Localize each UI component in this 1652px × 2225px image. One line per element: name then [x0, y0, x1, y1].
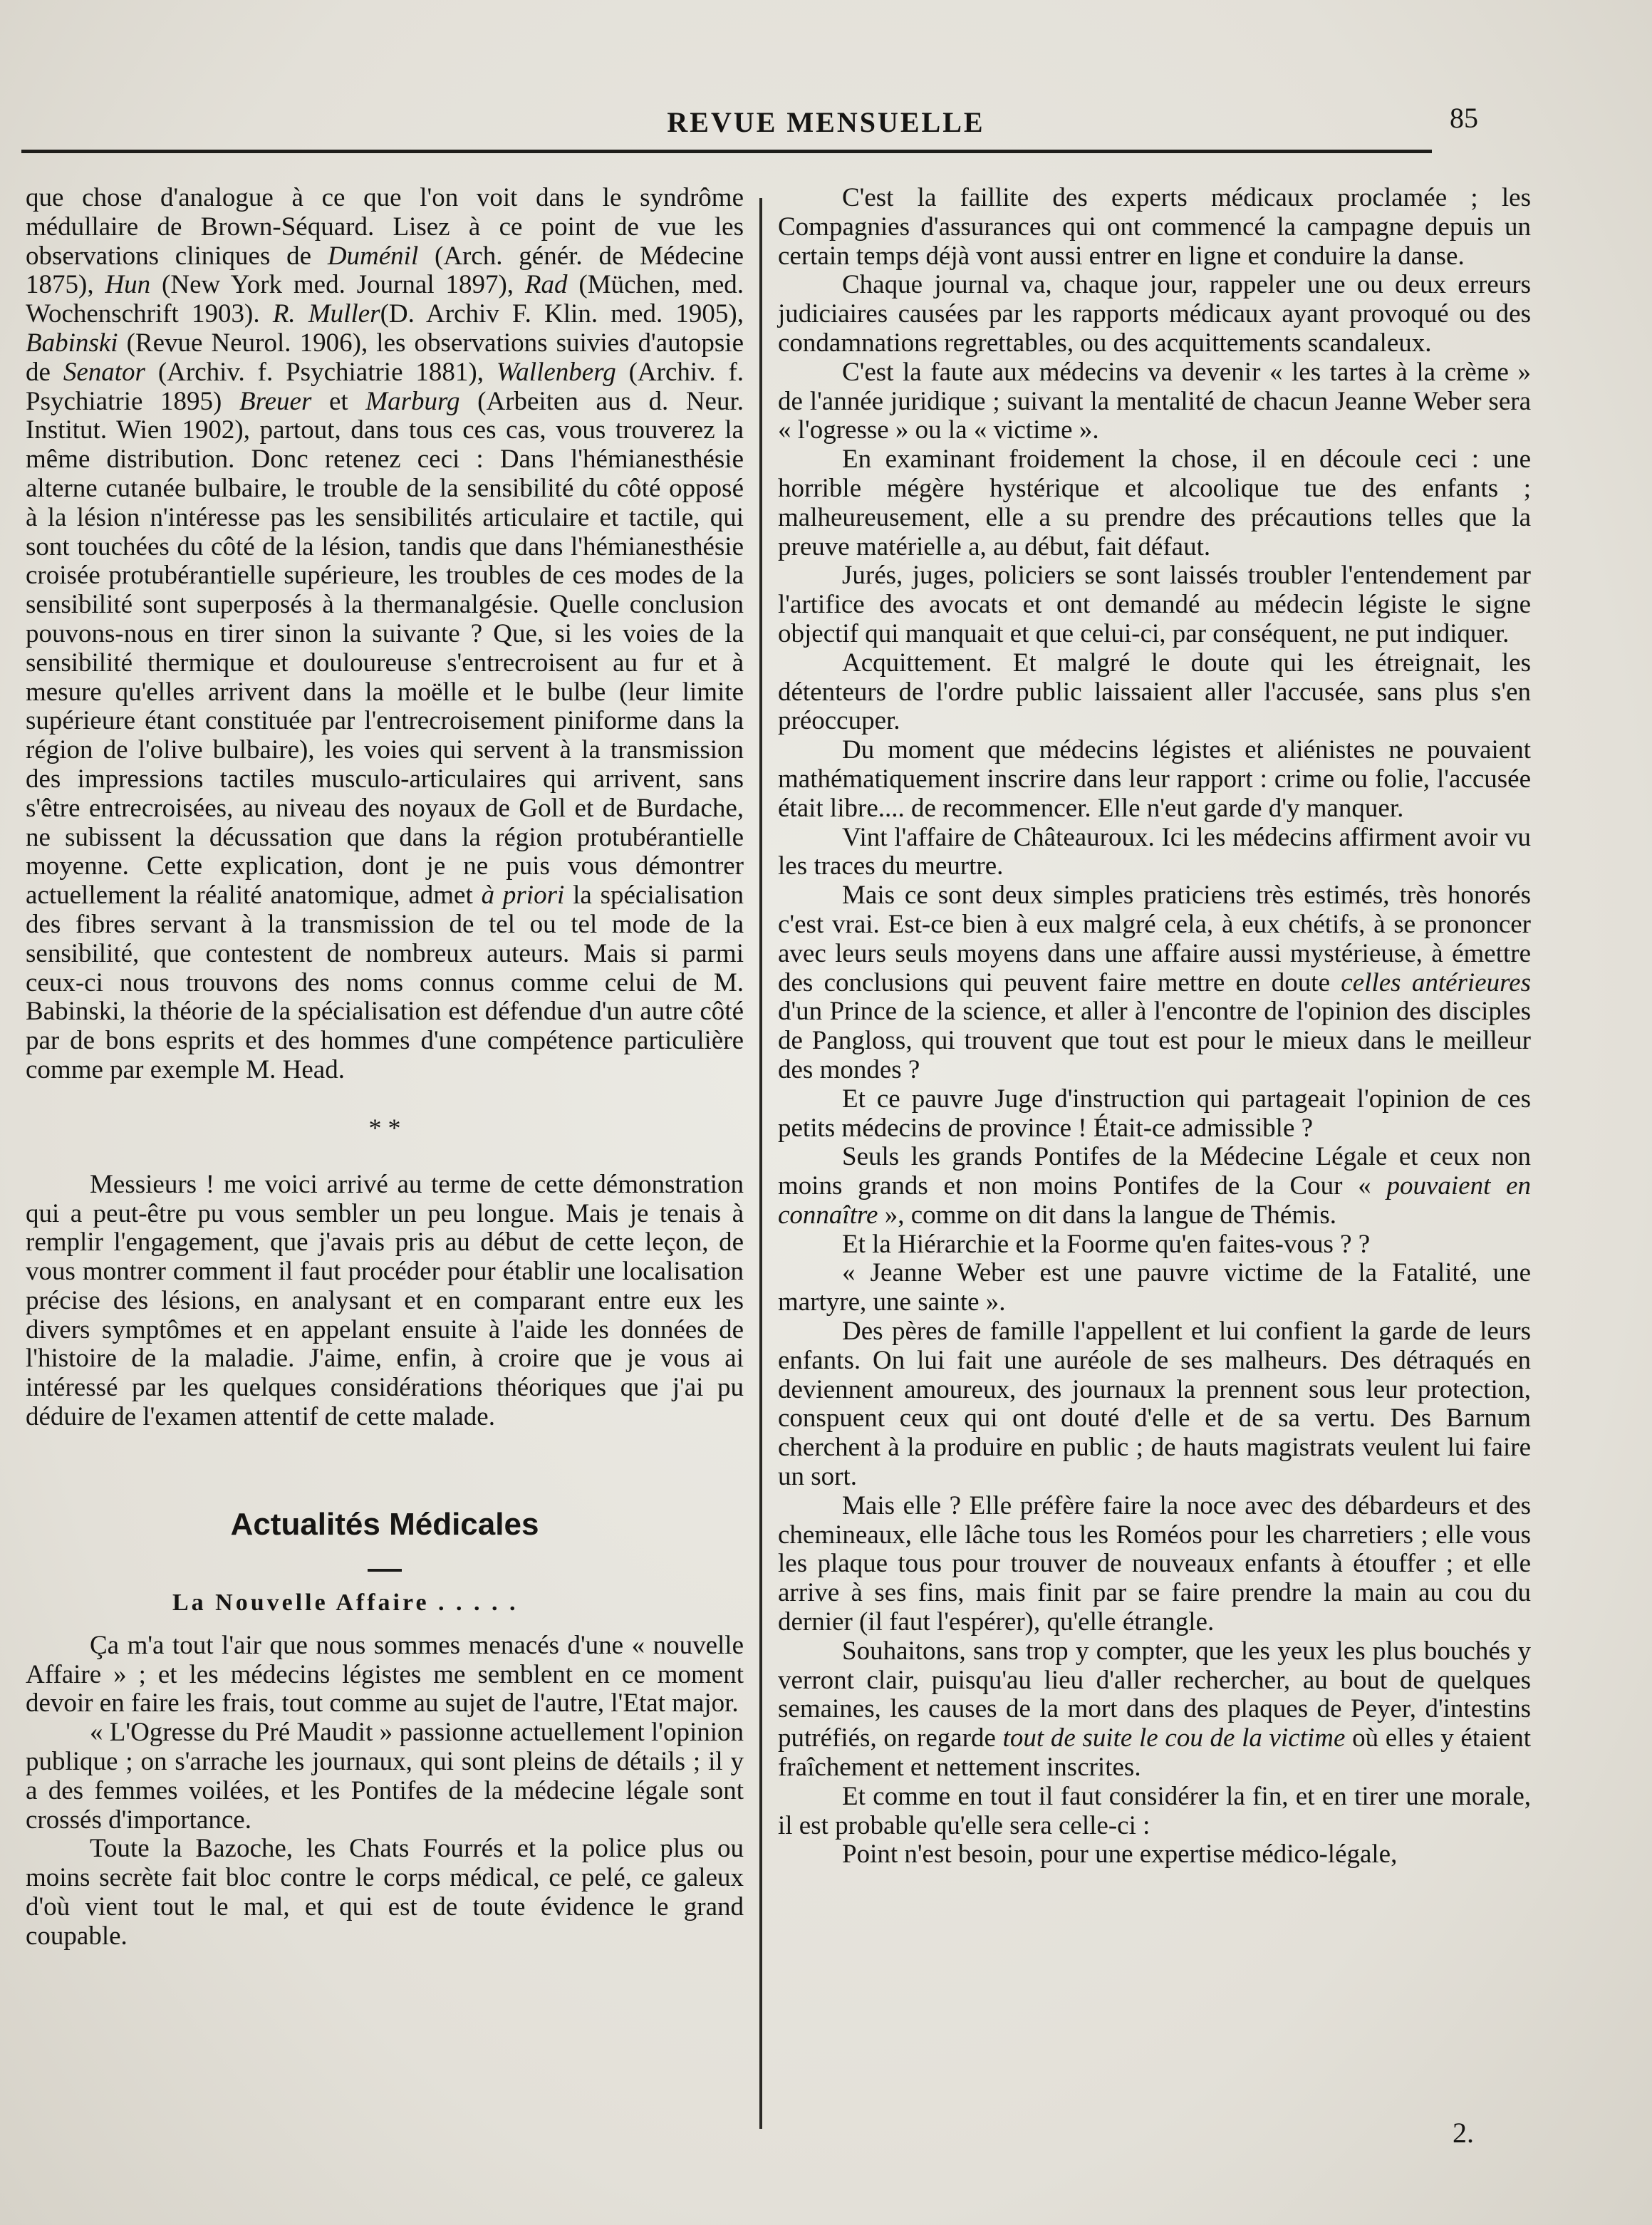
text-run: (D. Archiv F. Klin. med. 1905), — [380, 299, 744, 329]
author-name: Rad — [524, 270, 568, 300]
text-run: la spécialisation des fibres servant à la transmission de tel ou tel mode de la sensibilité, que contestent de nombreux auteurs. Mais si parmi ceux-ci nous trouvons des noms connus comme celui de M. Babinski, la théorie de la spécialisation est défendue d'un autre côté par de bons esprits et des hommes d'une compétence particulière comme par exemple M. Head. — [26, 881, 744, 1084]
paragraph: C'est la faute aux médecins va devenir « les tartes à la crème » de l'année juridique ; suivant la mentalité de chacun Jeanne Weber sera « l'ogresse » ou la « victime ». — [778, 357, 1531, 445]
author-name: Marburg — [365, 386, 460, 416]
paragraph: Jurés, juges, policiers se sont laissés troubler l'entendement par l'artifice des avocats et ont demandé au médecin légiste le signe objectif qui manquait et que celui-ci, par conséquent, ne put indiquer. — [778, 561, 1531, 648]
paragraph: Ça m'a tout l'air que nous sommes menacés d'une « nouvelle Affaire » ; et les médecins légistes me semblent en ce moment devoir en faire les frais, tout comme au sujet de l'autre, l'Etat major. — [26, 1630, 744, 1718]
text-run: que chose d'analogue à ce que l'on voit dans le syndrôme médullaire de Brown-Séquard. Lisez à ce point de vue les observations cliniques de — [26, 183, 744, 271]
section-heading: Actualités Médicales — [230, 1506, 539, 1542]
paragraph — [778, 1143, 1531, 1230]
paragraph: Et comme en tout il faut considérer la fin, et en tirer une morale, il est probable qu'elle sera celle-ci : — [778, 1781, 1531, 1840]
paragraph: Et la Hiérarchie et la Foorme qu'en faites-vous ? ? — [842, 1229, 1371, 1259]
heading-dash — [368, 1569, 402, 1572]
text-run: (Archiv. f. Psychiatrie 1895) — [26, 357, 744, 416]
italic-phrase: celles antérieures — [1341, 968, 1531, 997]
text-run: et — [311, 386, 366, 416]
running-head-title: REVUE MENSUELLE — [667, 106, 985, 138]
paragraph: En examinant froidement la chose, il en découle ceci : une horrible mégère hystérique et alcoolique tue des enfants ; malheureusement, elle a su prendre des précautions telles que la preuve matérielle a, au début, fait défaut. — [778, 445, 1531, 561]
paragraph — [778, 1637, 1531, 1783]
text-run: (Arbeiten aus d. Neur. Institut. Wien 1902), partout, dans tous ces cas, vous trouverez la même distribution. Donc retenez ceci : Dans l'hémianesthésie alterne cutanée bulbaire, le trouble de la sensibilité du côté opposé à la lésion n'intéresse pas les sensibilités articulaire et tactile, qui sont touchées du côté de la lésion, tandis que dans l'hémianesthésie croisée protubérantielle supérieure, les troubles de ces modes de la sensibilité sont superposés à la thermanalgésie. Quelle conclusion pouvons-nous en tirer sinon la suivante ? Que, si les voies de la sensibilité thermique et douloureuse s'entrecroisent au fur et à mesure qu'elles arrivent dans la moëlle et le bulbe (leur limite supérieure étant constituée par l'entrecroisement piniforme dans la région de l'olive bulbaire), les voies qui servent à la transmission des impressions tactiles musculo-articulaires qui arrivent, sans s'être entrecroisées, au niveau des noyaux de Goll et de Burdache, ne subissent la décussation que dans la région protubérantielle moyenne. Cette explication, dont je ne puis vous démontrer actuellement la réalité anatomique, admet — [26, 386, 744, 911]
page-number: 85 — [1450, 102, 1478, 134]
author-name: Hun — [105, 270, 151, 300]
column-divider-rule — [759, 198, 762, 2129]
signature-mark: 2. — [1453, 2117, 1474, 2149]
author-name: R. Muller — [272, 299, 380, 329]
paragraph-continued — [26, 184, 744, 1085]
text-run: d'un Prince de la science, et aller à l'encontre de l'opinion des disciples de Pangloss, qui trouvent que tout est pour le mieux dans le meilleur des mondes ? — [778, 997, 1531, 1084]
text-run: (Müchen, med. Wochenschrift 1903). — [26, 270, 744, 329]
latin-phrase: à priori — [481, 881, 565, 911]
author-name: Wallenberg — [496, 357, 616, 387]
article-subheading: La Nouvelle Affaire . . . . . — [172, 1589, 519, 1616]
paragraph: C'est la faillite des experts médicaux proclamée ; les Compagnies d'assurances qui ont commencé la campagne depuis un certain temps déjà vont aussi entrer en ligne et conduire la danse. — [778, 183, 1531, 271]
text-run: où elles y étaient fraîchement et nettement inscrites. — [778, 1723, 1531, 1783]
paragraph: Du moment que médecins légistes et aliénistes ne pouvaient mathématiquement inscrire dans leur rapport : crime ou folie, l'accusée était libre.... de recommencer. Elle n'eut garde d'y manquer. — [778, 735, 1531, 823]
author-name: Breuer — [239, 386, 312, 416]
paragraph: Vint l'affaire de Châteauroux. Ici les médecins affirment avoir vu les traces du meurtre. — [778, 822, 1531, 881]
paragraph: Mais elle ? Elle préfère faire la noce avec des débardeurs et des chemineaux, elle lâche tous les Roméos pour les charretiers ; elle vous les plaque tous pour trouver de nouveaux enfants à étouffer ; et elle arrive à ses fins, mais finit par se faire prendre la main au cou du dernier (il faut l'espérer), qu'elle étrangle. — [778, 1490, 1531, 1637]
right-column — [778, 184, 1531, 1869]
paragraph: Messieurs ! me voici arrivé au terme de cette démonstration qui a peut-être pu vous sembler un peu longue. Mais je tenais à remplir l'engagement, que j'avais pris au début de cette leçon, de vous montrer comment il faut procéder pour établir une localisation précise des lésions, en analysant et en comparant entre eux les divers symptômes et en appelant ensuite à l'aide les données de l'histoire de la maladie. J'aime, enfin, à croire que je vous ai intéressé par les quelques considérations théoriques que j'ai pu déduire de l'examen attentif de cette malade. — [26, 1169, 744, 1432]
text-run: (Revue Neurol. 1906), les observations suivies d'autopsie de — [26, 328, 744, 387]
paragraph: Toute la Bazoche, les Chats Fourrés et la police plus ou moins secrète fait bloc contre le corps médical, ce pelé, ce galeux d'où vient tout le mal, et qui est de toute évidence le grand coupable. — [26, 1834, 744, 1951]
text-run: Souhaitons, sans trop y compter, que les yeux les plus bouchés y verront clair, puisqu'au lieu d'aller rechercher, au bout de quelques semaines, les causes de la mort dans des plaques de Peyer, d'intestins putréfiés, on regarde — [778, 1636, 1531, 1753]
text-run: », comme on dit dans la langue de Thémis. — [878, 1200, 1337, 1230]
left-column — [26, 184, 744, 1951]
text-run: (Archiv. f. Psychiatrie 1881), — [145, 357, 497, 387]
text-run: (Arch. génér. de Médecine 1875), — [26, 241, 744, 300]
paragraph: Point n'est besoin, pour une expertise médico-légale, — [842, 1840, 1398, 1869]
text-run: (New York med. Journal 1897), — [150, 270, 525, 300]
italic-phrase: pouvaient en connaître — [778, 1171, 1532, 1230]
paragraph — [778, 881, 1531, 1085]
paragraph: Et ce pauvre Juge d'instruction qui partageait l'opinion de ces petits médecins de province ! Était-ce admissible ? — [778, 1084, 1531, 1143]
text-run: Mais ce sont deux simples praticiens très estimés, très honorés c'est vrai. Est-ce bien à eux malgré cela, à eux chétifs, à se prononcer avec leurs seuls moyens dans une affaire aussi mystérieuse, à émettre des conclusions qui peuvent faire mettre en doute — [778, 881, 1531, 997]
author-name: Duménil — [327, 241, 419, 271]
italic-phrase: tout de suite le cou de la victime — [1002, 1723, 1346, 1753]
paragraph: Acquittement. Et malgré le doute qui les étreignait, les détenteurs de l'ordre public laissaient aller l'accusée, sans plus s'en préoccuper. — [778, 648, 1531, 736]
text-run: Seuls les grands Pontifes de la Médecine Légale et ceux non moins grands et non moins Pontifes de la Cour « — [778, 1142, 1531, 1201]
paragraph: « Jeanne Weber est une pauvre victime de la Fatalité, une martyre, une sainte ». — [778, 1258, 1531, 1317]
author-name: Senator — [63, 357, 145, 387]
paragraph: Chaque journal va, chaque jour, rappeler une ou deux erreurs judiciaires causées par les rapports médicaux ayant provoqué ou des condamnations regrettables, ou des acquittements scandaleux. — [778, 270, 1531, 358]
paragraph: Des pères de famille l'appellent et lui confient la garde de leurs enfants. On lui fait une auréole de ses malheurs. Des détraqués en deviennent amoureux, des journaux la prennent sous leur protection, conspuent ceux qui ont douté d'elle et de sa vertu. Des Barnum cherchent à la produire en public ; de hauts magistrats veulent lui faire un sort. — [778, 1317, 1531, 1492]
header-rule — [21, 150, 1432, 153]
section-separator: * * — [368, 1113, 401, 1142]
paragraph: « L'Ogresse du Pré Maudit » passionne actuellement l'opinion publique ; on s'arrache les journaux, qui sont pleins de détails ; il y a des femmes voilées, et les Pontifes de la médecine légale sont crossés d'importance. — [26, 1718, 744, 1835]
author-name: Babinski — [26, 328, 118, 358]
